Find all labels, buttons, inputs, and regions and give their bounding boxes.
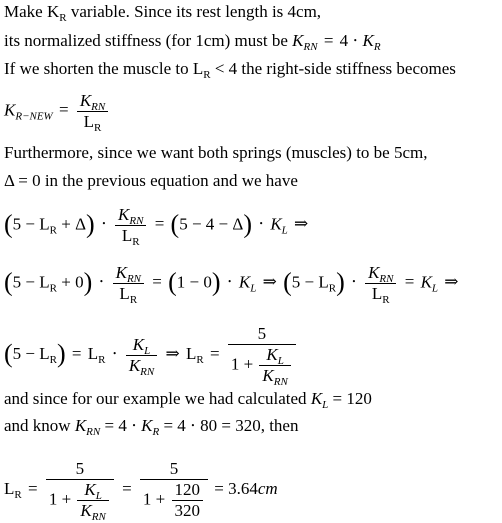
text-line-3: If we shorten the muscle to $L_R < 4$ the right-side stiffness becomes (4, 59, 456, 81)
equation-result: $L_R$ = 5 1 + $\frac{K_L}{K_{RN}}$ = 5 1 + $\frac{120}{320}$ = 3.64cm (4, 459, 278, 523)
fraction: $\frac{K_L}{K_{RN}}$ (77, 481, 108, 520)
fraction: $\frac{K_{RN}}{L_R}$ (77, 92, 108, 131)
fraction: 5 1 + $\frac{K_L}{K_{RN}}$ (228, 325, 296, 385)
fraction: $\frac{K_{RN}}{L_R}$ (365, 264, 396, 303)
text-line-1: Make $K_R$ variable. Since its rest length is 4cm, (4, 2, 322, 24)
fraction: $\frac{K_L}{K_{RN}}$ (126, 336, 157, 375)
text-line-11: and since for our example we had calculated $K_L = 120$ (4, 389, 372, 411)
text-line-5: Furthermore, since we want both springs (muscles) to be 5cm, (4, 143, 428, 162)
text-line-12: and know $K_{RN} = 4 \cdot K_R = 4 \cdot 80 = 320$, then (4, 416, 299, 438)
equation-k-new: $K_{R-NEW}$ = $\frac{K_{RN}}{L_R}$ (4, 92, 110, 131)
fraction: 5 1 + $\frac{120}{320}$ (140, 460, 208, 520)
fraction: $\frac{K_L}{K_{RN}}$ (259, 346, 290, 385)
equation-2: $(5 - L_R + 0)$ ⋅ $\frac{K_{RN}}{L_R}$ = $(1 - 0) \cdot K_L$ ⇒ $(5 - L_R)$ ⋅ $\frac{K_{RN}}{L_R}$ = $K_L$ ⇒ (4, 263, 459, 306)
fraction: $\frac{K_{RN}}{L_R}$ (115, 206, 146, 245)
text-line-2: its normalized stiffness (for 1cm) must be $K_{RN} = 4 \cdot K_R$ (4, 31, 381, 53)
fraction: $\frac{K_{RN}}{L_R}$ (113, 264, 144, 303)
equation-3: $(5 - L_R) = L_R$ ⋅ $\frac{K_L}{K_{RN}}$ ⇒ $L_R$ = 5 1 + $\frac{K_L}{K_{RN}}$ (4, 325, 298, 385)
equation-1: $(5 - L_R + \Delta)$ ⋅ $\frac{K_{RN}}{L_R}$ = $(5 - 4 - \Delta) \cdot K_L$ ⇒ (4, 205, 309, 248)
fraction: $\frac{120}{320}$ (172, 481, 204, 520)
fraction: 5 1 + $\frac{K_L}{K_{RN}}$ (46, 460, 114, 520)
text-line-6: Δ = 0 in the previous equation and we have (4, 171, 298, 190)
